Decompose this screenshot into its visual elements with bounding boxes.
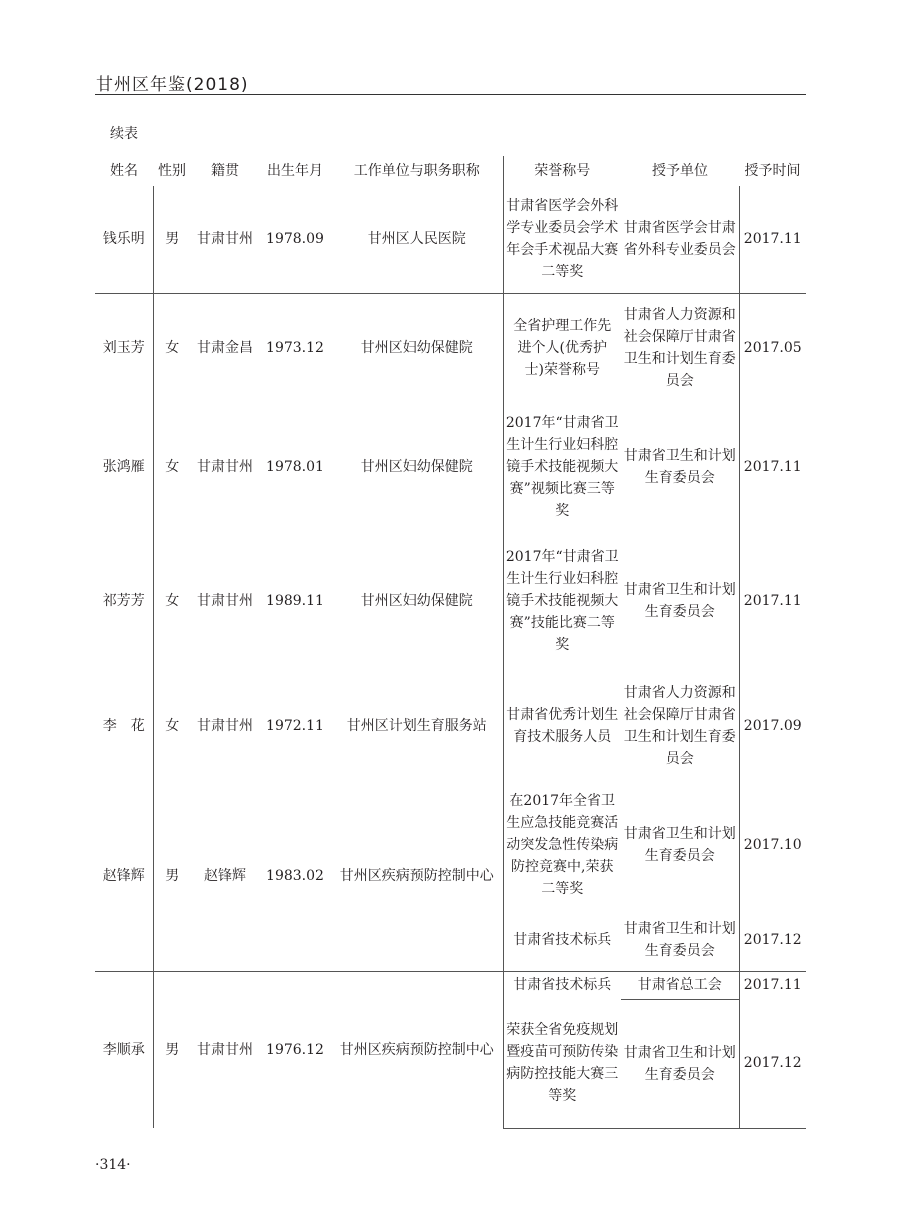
cell-birth: 1978.09 (266, 231, 324, 248)
cell-birth: 1983.02 (266, 867, 324, 884)
cell-honor (503, 186, 621, 293)
cell-honor (503, 909, 621, 971)
cell-date: 2017.11 (743, 231, 802, 248)
cell-origin: 甘肃甘州 (197, 459, 253, 475)
cell-workplace: 甘州区人民医院 (331, 186, 503, 293)
honor-text: 在2017年全省卫生应急技能竞赛活动突发急性传染病防控竞赛中,荣获二等奖 (506, 793, 619, 897)
cell-origin: 甘肃甘州 (191, 971, 259, 1128)
cell-name: 张鸿雁 (95, 403, 153, 531)
cell-grantor (621, 403, 739, 531)
honor-text: 全省护理工作先进个人(优秀护士)荣誉称号 (513, 318, 612, 379)
cell-grantor (621, 909, 739, 971)
cell-gender: 女 (165, 459, 180, 475)
cell-grantor (621, 781, 739, 909)
cell-honor (503, 671, 621, 781)
cell-date: 2017.11 (739, 971, 806, 999)
grantor-text: 甘肃省卫生和计划生育委员会 (623, 448, 736, 486)
cell-grantor (621, 186, 739, 293)
cell-origin: 甘肃甘州 (197, 718, 253, 734)
cell-gender: 女 (153, 293, 191, 403)
cell-birth: 1972.11 (266, 718, 324, 734)
table-row (95, 293, 806, 403)
col-header-grantor: 授予单位 (652, 163, 708, 179)
grantor-text: 甘肃省卫生和计划生育委员会 (623, 582, 736, 620)
cell-birth: 1989.11 (266, 593, 324, 609)
cell-honor (503, 403, 621, 531)
grantor-text: 甘肃省医学会甘肃省外科专业委员会 (623, 220, 736, 259)
col-header-gender: 性别 (158, 163, 186, 179)
cell-name: 李 花 (95, 671, 153, 781)
cell-name: 刘玉芳 (95, 293, 153, 403)
cell-date: 2017.05 (739, 293, 806, 403)
grantor-text: 甘肃省人力资源和社会保障厅甘肃省卫生和计划生育委员会 (623, 307, 736, 390)
header-rule (95, 94, 806, 95)
col-header-name: 姓名 (110, 163, 138, 179)
cell-birth: 1973.12 (259, 293, 331, 403)
table-row (95, 781, 806, 909)
table-header-row (95, 156, 806, 186)
honors-table (95, 156, 806, 1129)
cell-gender: 男 (165, 867, 180, 884)
col-header-origin: 籍贯 (211, 163, 239, 179)
grantor-text: 甘肃省人力资源和社会保障厅甘肃省卫生和计划生育委员会 (623, 685, 736, 767)
cell-date: 2017.09 (743, 718, 802, 734)
page-number: ·314· (95, 1157, 131, 1173)
cell-grantor (621, 999, 739, 1128)
cell-honor: 甘肃省技术标兵 (503, 971, 621, 999)
honor-text: 荣获全省免疫规划暨疫苗可预防传染病防控技能大赛三等奖 (506, 1022, 619, 1105)
cell-birth: 1976.12 (259, 971, 331, 1128)
cell-workplace: 甘州区妇幼保健院 (331, 403, 503, 531)
cell-origin: 甘肃甘州 (197, 231, 253, 248)
cell-gender: 男 (153, 971, 191, 1128)
cell-workplace: 甘州区疾病预防控制中心 (331, 781, 503, 971)
cell-grantor (621, 293, 739, 403)
table-continued-label: 续表 (110, 126, 138, 142)
col-header-honor: 荣誉称号 (534, 163, 591, 179)
cell-honor (503, 781, 621, 909)
cell-workplace: 甘州区妇幼保健院 (331, 293, 503, 403)
col-header-date: 授予时间 (744, 163, 801, 179)
cell-name: 赵锋辉 (95, 781, 153, 971)
cell-date: 2017.11 (743, 459, 802, 475)
table-row (95, 671, 806, 781)
table-row (95, 971, 806, 999)
honor-text: 2017年“甘肃省卫生计生行业妇科腔镜手术技能视频大赛”视频比赛三等奖 (505, 415, 619, 519)
cell-grantor: 甘肃省总工会 (621, 971, 739, 999)
cell-date: 2017.10 (743, 837, 802, 853)
table-row (95, 531, 806, 671)
honor-text: 甘肃省优秀计划生育技术服务人员 (506, 707, 619, 745)
cell-name: 钱乐明 (95, 186, 153, 293)
cell-name: 祁芳芳 (95, 531, 153, 671)
honor-text: 甘肃省医学会外科学专业委员会学术年会手术视品大赛二等奖 (506, 198, 619, 281)
cell-gender: 男 (165, 231, 180, 248)
cell-honor (503, 531, 621, 671)
cell-grantor (621, 671, 739, 781)
cell-gender: 女 (165, 593, 180, 609)
cell-date: 2017.12 (743, 931, 802, 948)
running-header-title: 甘州区年鉴(2018) (96, 75, 249, 95)
cell-date: 2017.12 (739, 999, 806, 1128)
cell-grantor (621, 531, 739, 671)
cell-gender: 女 (165, 718, 180, 734)
col-header-birth: 出生年月 (267, 163, 323, 179)
cell-origin: 甘肃金昌 (191, 293, 259, 403)
col-header-workplace: 工作单位与职务职称 (331, 156, 503, 186)
cell-honor (503, 999, 621, 1128)
grantor-text: 甘肃省卫生和计划生育委员会 (623, 826, 736, 864)
honor-text: 2017年“甘肃省卫生计生行业妇科腔镜手术技能视频大赛”技能比赛二等奖 (505, 549, 619, 653)
table-row (95, 186, 806, 293)
cell-origin: 赵锋辉 (204, 867, 246, 884)
cell-date: 2017.11 (743, 593, 802, 609)
grantor-text: 甘肃省卫生和计划生育委员会 (623, 920, 736, 959)
honor-text: 甘肃省技术标兵 (513, 931, 612, 948)
grantor-text: 甘肃省卫生和计划生育委员会 (623, 1044, 736, 1083)
cell-workplace: 甘州区妇幼保健院 (331, 531, 503, 671)
cell-name: 李顺承 (95, 971, 153, 1128)
cell-origin: 甘肃甘州 (197, 593, 253, 609)
cell-workplace: 甘州区计划生育服务站 (331, 671, 503, 781)
cell-workplace: 甘州区疾病预防控制中心 (331, 971, 503, 1128)
cell-birth: 1978.01 (266, 459, 324, 475)
cell-honor (503, 293, 621, 403)
table-row (95, 403, 806, 531)
